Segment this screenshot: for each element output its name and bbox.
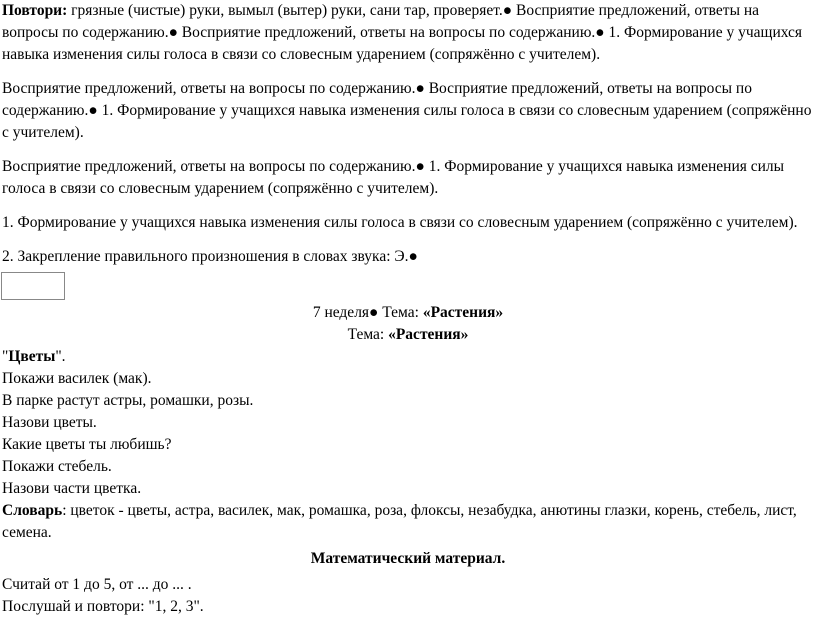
line-item: Какие цветы ты любишь?	[2, 436, 172, 453]
topic-heading	[2, 324, 814, 346]
flowers-heading	[2, 346, 814, 368]
math-line: Послушай и повтори: "1, 2, 3".	[2, 598, 204, 615]
math-heading-text: Математический материал.	[310, 550, 506, 567]
vocabulary-text: : цветок - цветы, астра, василек, мак, ромашка, роза, флоксы, незабудка, анютины глазки, корень, стебель, лист, семена.	[2, 502, 797, 541]
formation-paragraph: 1. Формирование у учащихся навыка изменения силы голоса в связи со словесным ударением (сопряжённо с учителем).	[2, 214, 798, 231]
repeat-paragraph	[2, 0, 814, 66]
reinforcement-paragraph: 2. Закрепление правильного произношения в словах звука: Э.●	[2, 248, 418, 265]
math-line: Считай от 1 до 5, от ... до ... .	[2, 576, 192, 593]
line-item: Покажи стебель.	[2, 458, 112, 475]
topic-title: «Растения»	[388, 326, 469, 343]
vocabulary-paragraph	[2, 500, 814, 544]
flowers-title: Цветы	[8, 348, 56, 365]
repeat-text: грязные (чистые) руки, вымыл (вытер) руки, сани тар, проверяет.● Восприятие предложений, ответы на вопросы по содержанию.● Восприятие предложений, ответы на вопросы по содержанию.● 1. Формирование у учащихся навыка изменения силы голоса в связи со словесным ударением (сопряжённо с учителем).	[2, 2, 803, 63]
flowers-quote-open: "	[2, 348, 9, 365]
week-heading	[2, 302, 814, 324]
week-topic: «Растения»	[422, 304, 504, 321]
repeat-label: Повтори:	[2, 2, 68, 19]
empty-box	[1, 272, 65, 300]
week-prefix: 7 неделя● Тема:	[312, 304, 423, 321]
line-item: Назови цветы.	[2, 414, 97, 431]
perception-paragraph-2: Восприятие предложений, ответы на вопросы по содержанию.● 1. Формирование у учащихся навыка изменения силы голоса в связи со словесным ударением (сопряжённо с учителем).	[2, 158, 785, 197]
line-item: В парке растут астры, ромашки, розы.	[2, 392, 254, 409]
topic-prefix: Тема:	[347, 326, 389, 343]
vocabulary-label: Словарь	[2, 502, 63, 519]
flowers-quote-close: ".	[55, 348, 66, 365]
line-item: Покажи василек (мак).	[2, 370, 152, 387]
perception-paragraph-1: Восприятие предложений, ответы на вопросы по содержанию.● Восприятие предложений, ответы на вопросы по содержанию.● 1. Формирование у учащихся навыка изменения силы голоса в связи со словесным ударением (сопряжённо с учителем).	[2, 80, 812, 141]
math-heading	[2, 548, 814, 570]
line-item: Назови части цветка.	[2, 480, 142, 497]
